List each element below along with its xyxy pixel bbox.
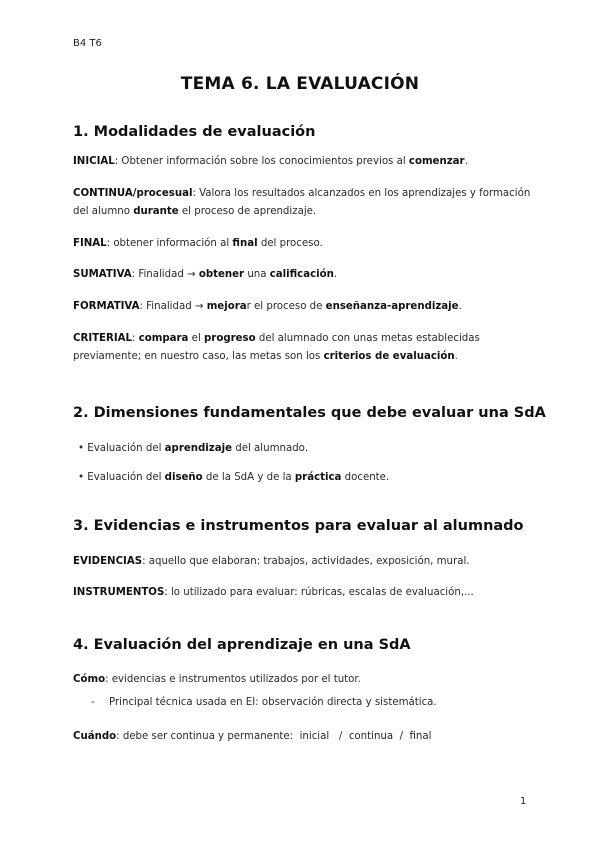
header-tag: B4 T6	[73, 38, 102, 49]
text: docente.	[341, 472, 390, 483]
text: el	[188, 333, 205, 344]
paragraph-evidencias	[73, 553, 543, 571]
section-3-heading: 3. Evidencias e instrumentos para evaluar al alumnado	[73, 518, 524, 534]
term-continua: CONTINUA/procesual	[73, 188, 193, 199]
emphasis: compara	[138, 333, 189, 344]
term-evidencias: EVIDENCIAS	[73, 556, 143, 567]
text: : lo utilizado para evaluar: rúbricas, escalas de evaluación,...	[164, 587, 474, 598]
emphasis: mejora	[206, 301, 247, 312]
text: el proceso de aprendizaje.	[178, 206, 317, 217]
section-2-heading: 2. Dimensiones fundamentales que debe evaluar una SdA	[73, 405, 546, 421]
dash-list-item	[91, 694, 561, 712]
emphasis: aprendizaje	[164, 443, 232, 454]
text: Evaluación del	[84, 472, 165, 483]
text: : evidencias e instrumentos utilizados por el tutor.	[105, 674, 361, 685]
paragraph-final	[73, 235, 543, 253]
emphasis: criterios de evaluación	[323, 351, 455, 362]
term-sumativa: SUMATIVA	[73, 269, 132, 280]
term-como: Cómo	[73, 674, 106, 685]
text: del alumnado.	[232, 443, 308, 454]
text: Evaluación del	[84, 443, 165, 454]
text: .	[458, 301, 462, 312]
paragraph-criterial	[73, 330, 543, 366]
text: : Finalidad →	[131, 269, 199, 280]
term-formativa: FORMATIVA	[73, 301, 140, 312]
text: Principal técnica usada en EI: observación directa y sistemática.	[109, 697, 437, 708]
text: del proceso.	[257, 238, 323, 249]
emphasis: enseñanza-aprendizaje	[325, 301, 459, 312]
bullet-icon: •	[78, 443, 85, 454]
page-number: 1	[520, 796, 527, 807]
paragraph-instrumentos	[73, 584, 543, 602]
dash-icon: -	[91, 697, 95, 708]
emphasis: diseño	[164, 472, 203, 483]
term-instrumentos: INSTRUMENTOS	[73, 587, 165, 598]
text: .	[464, 156, 468, 167]
term-criterial: CRITERIAL	[73, 333, 133, 344]
text: .	[454, 351, 458, 362]
emphasis: práctica	[294, 472, 342, 483]
text: de la SdA y de la	[202, 472, 295, 483]
text: : obtener información al	[106, 238, 233, 249]
emphasis: progreso	[204, 333, 256, 344]
bullet-item-diseno	[78, 469, 548, 487]
page-title: TEMA 6. LA EVALUACIÓN	[180, 74, 420, 94]
text: una	[244, 269, 270, 280]
text: : debe ser continua y permanente: inicial / continua / final	[116, 731, 432, 742]
bullet-item-aprendizaje	[78, 440, 548, 458]
emphasis: final	[232, 238, 258, 249]
term-final: FINAL	[73, 238, 107, 249]
paragraph-inicial	[73, 153, 543, 171]
emphasis: comenzar	[408, 156, 465, 167]
emphasis: obtener	[198, 269, 245, 280]
paragraph-continua	[73, 185, 543, 221]
bullet-icon: •	[78, 472, 85, 483]
text: : Valora los resultados alcanzados en los aprendizajes y formación del alumno	[73, 188, 531, 217]
text: : Obtener información sobre los conocimientos previos al	[114, 156, 409, 167]
text: : Finalidad →	[139, 301, 207, 312]
term-inicial: INICIAL	[73, 156, 115, 167]
emphasis: calificación	[269, 269, 334, 280]
section-4-heading: 4. Evaluación del aprendizaje en una SdA	[73, 637, 411, 653]
emphasis: durante	[133, 206, 179, 217]
text: :	[132, 333, 139, 344]
text: del alumnado con unas metas establecidas previamente; en nuestro caso, las metas son los	[73, 333, 480, 362]
term-cuando: Cuándo	[73, 731, 117, 742]
paragraph-sumativa	[73, 266, 543, 284]
text: r el proceso de	[246, 301, 326, 312]
section-1-heading: 1. Modalidades de evaluación	[73, 124, 316, 140]
text: : aquello que elaboran: trabajos, actividades, exposición, mural.	[142, 556, 470, 567]
paragraph-cuando	[73, 728, 543, 746]
text: .	[333, 269, 338, 280]
paragraph-como	[73, 671, 543, 689]
paragraph-formativa	[73, 298, 543, 316]
